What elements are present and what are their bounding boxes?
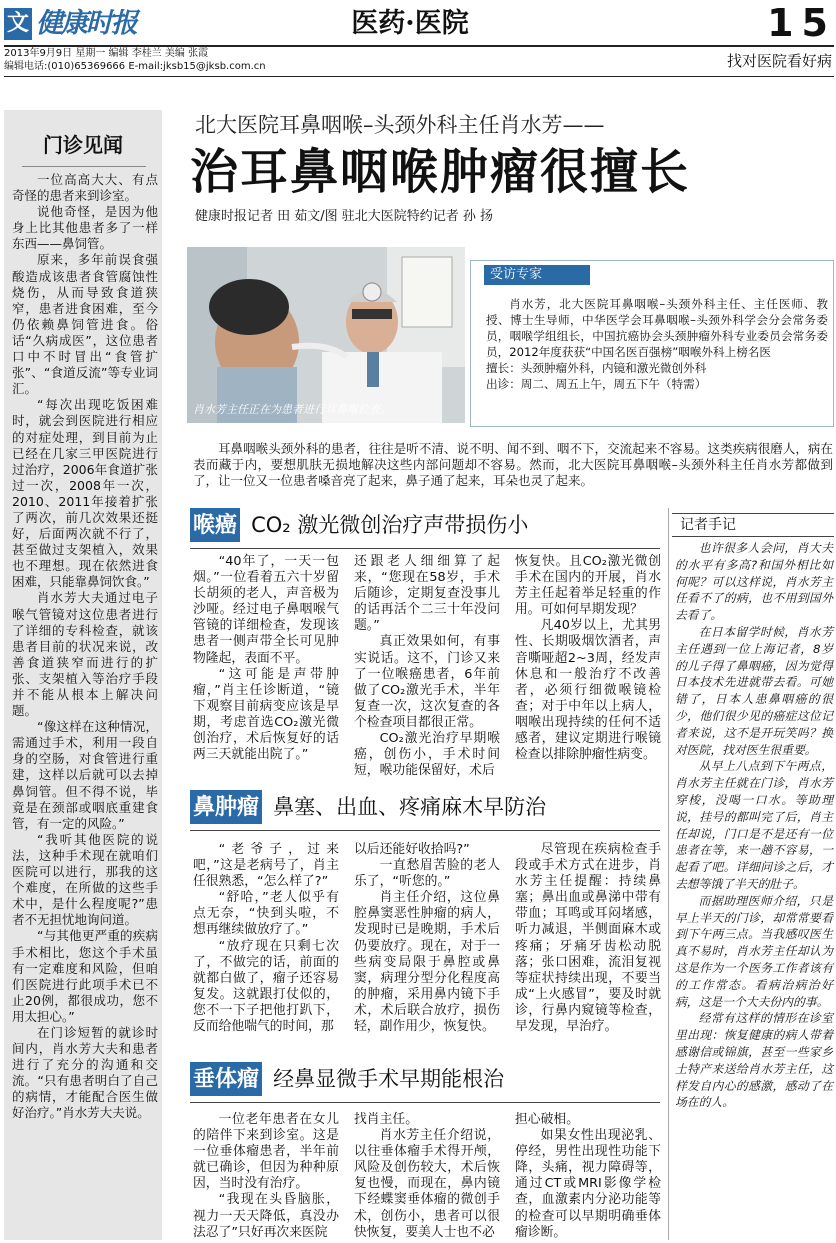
paragraph: CO₂激光治疗早期喉癌，创伤小，手术时间短，喉功能保留好，术后 (354, 731, 500, 779)
sidebar-title: 门诊见闻 (43, 133, 123, 157)
paragraph: 真正效果如何，有事实说话。这不，门诊又来了一位喉癌患者，6年前做了CO₂激光手术，半年复查一次，这次复查的各个检查项目都很正常。 (354, 634, 500, 730)
paragraph: “老爷子，过来吧，”这是老病号了，肖主任很熟悉，“怎么样了?” (193, 842, 339, 890)
paragraph: 凡40岁以上，尤其男性、长期吸烟饮酒者，声音嘶哑超2~3周，经发声休息和一般治疗不改善者，必须行细微喉镜检查；对于中年以上病人，咽喉出现持续的任何不适感者，建议定期进行喉镜检查以排除肿瘤性病变。 (515, 618, 661, 763)
notes-paragraph: 也许很多人会问，肖大夫的水平有多高?和国外相比如何呢？可以这样说，肖水芳主任看不了的病，也不用到国外去看了。 (675, 541, 833, 623)
photo-caption: 肖水芳主任正在为患者进行耳鼻喉检查。 (193, 403, 391, 416)
section-column (193, 842, 339, 1035)
page-slogan: 找对医院看好病 (726, 52, 832, 70)
notes-header (672, 513, 834, 537)
section-rule (190, 1102, 660, 1103)
section-column (354, 554, 500, 779)
issue-info: 2013年9月9日 星期一 编辑 李桂兰 美编 张霞 (4, 48, 209, 59)
paragraph: 一直愁眉苦脸的老人乐了，“听您的。” (354, 858, 500, 890)
paragraph: 担心破相。 (515, 1112, 579, 1127)
sidebar-column (4, 110, 162, 1240)
sidebar-story (12, 172, 158, 1122)
sidebar-paragraph: 一位高高大大、有点奇怪的患者来到诊室。 (12, 172, 158, 204)
section-column (354, 1112, 500, 1241)
paragraph: “我现在头昏脑胀，视力一天天降低，真没办法忍了”只好再次来医院 (193, 1192, 339, 1240)
paragraph: “放疗现在只剩七次了，不做完的话，前面的就都白做了，瘤子还容易复发。这就跟打仗似的，您不一下子把他打趴下，反而给他喘气的时间，那 (193, 938, 339, 1035)
section-heading-throat (190, 508, 660, 546)
column-divider (668, 508, 669, 1240)
section-column (193, 1112, 339, 1241)
expert-specialty: 擅长：头颈肿瘤外科，内镜和激光微创外科 (486, 361, 707, 375)
section-rule (190, 830, 660, 831)
header-rule (4, 45, 834, 47)
paragraph: 一位老年患者在女儿的陪伴下来到诊室。这是一位垂体瘤患者，半年前就已确诊，但因为种种原因，当时没有治疗。 (193, 1112, 339, 1192)
expert-tag: 受访专家 (484, 265, 590, 285)
paragraph: 肖水芳主任介绍说，以往垂体瘤手术得开颅，风险及创伤较大，术后恢复也慢，而现在，鼻内镜下经蝶窦垂体瘤的微创手术，创伤小，患者可以很快恢复，要美人士也不必 (354, 1128, 500, 1240)
paragraph: 以后还能好收拾吗?” (354, 842, 470, 857)
sidebar-paragraph: “与其他更严重的疾病手术相比，您这个手术虽有一定难度和风险，但咱们医院进行此项手术已不止20例，都很成功，您不用太担心。” (12, 928, 158, 1024)
sidebar-paragraph: “我听其他医院的说法，这种手术现在就咱们医院可以进行，那我的这个难度，在所做的这些手术中，是什么程度呢?”患者不无担忧地询问道。 (12, 831, 158, 928)
contact-info: 编辑电话:(010)65369666 E-mail:jksb15@jksb.com.cn (4, 61, 266, 72)
paragraph: 肖主任介绍，这位鼻腔鼻窦恶性肿瘤的病人，发现时已是晚期，手术后仍要放疗。现在，对于一些病变局限于鼻腔或鼻窦，病理分型分化程度高的肿瘤，采用鼻内镜下手术，术后联合放疗，损伤轻，副作用少，恢复快。 (354, 890, 500, 1035)
paragraph: “舒哈，”老人似乎有点无奈，“快到头啦，不想再继续做放疗了。” (193, 890, 339, 938)
article-photo (187, 247, 465, 423)
masthead (4, 4, 144, 44)
sidebar-paragraph: “像这样在这种情况，需通过手术，利用一段自身的空肠，对食管进行重建，这样以后就可以去掉鼻饲管。但不得不说，毕竟是在颈部或咽底重建食管，有一定的风险。” (12, 719, 158, 831)
section-column (515, 842, 661, 1035)
paragraph: “40年了，一天一包烟。”一位看着五六十岁留长胡须的老人，声音极为沙哑。经过电子鼻咽喉气管镜的详细检查，发现该患者一侧声带全长可见肿物隆起，表面不平。 (193, 554, 339, 666)
section-title-text: CO₂ 激光微创治疗声带损伤小 (251, 513, 529, 537)
article-kicker: 北大医院耳鼻咽喉–头颈外科主任肖水芳—— (195, 113, 605, 137)
photo-illustration (187, 247, 465, 423)
sidebar-paragraph: 原来，多年前误食强酸造成该患者食管腐蚀性烧伤，从而导致食道狭窄，患者进食困难，至今仍依赖鼻饲管进食。俗话“久病成医”，这位患者口中不时冒出“食管扩张”、“食道反流”等专业词汇。 (12, 252, 158, 397)
sidebar-paragraph: 在门诊短暂的就诊时间内，肖水芳大夫和患者进行了充分的沟通和交流。“只有患者明白了自己的病情，才能配合医生做好治疗。”肖水芳大夫说。 (12, 1024, 158, 1121)
header-rule-lower (4, 76, 834, 77)
notes-paragraph: 经常有这样的情形在诊室里出现：恢复健康的病人带着感谢信或锦旗，甚至一些家乡土特产来送给肖水芳主任，这样发自内心的感激，感动了在场在的人。 (675, 1011, 833, 1110)
section-title-text: 鼻塞、出血、疼痛麻木早防治 (273, 795, 547, 819)
sidebar-paragraph: 肖水芳大夫通过电子喉气管镜对这位患者进行了详细的专科检查，就该患者目前的状况来说，改善食道狭窄而进行的扩张、支架植入等治疗手段并不能从根本上解决问题。 (12, 590, 158, 719)
section-rule (190, 548, 660, 549)
paragraph: 如果女性出现泌乳、停经，男性出现性功能下降，头痛，视力障碍等，通过CT或MRI影像学检查，血激素内分泌功能等的检查可以早期明确垂体瘤诊断。 (515, 1128, 661, 1240)
section-title: 医药·医院 (351, 8, 469, 39)
section-tag: 喉癌 (190, 508, 240, 542)
notes-paragraph: 从早上八点到下午两点，肖水芳主任就在门诊，肖水芳穿梭，没喝一口水。等助理说，挂号的都叫完了后，肖主任却说，门口是不是还有一位患者在等，来一趟不容易，一起看了吧。详细问诊之后，才去想等饿了半天的肚子。 (675, 759, 833, 891)
section-column (193, 554, 339, 763)
sidebar-paragraph: “每次出现吃饭困难时，就会到医院进行相应的对症处理，到目前为止已经在几家三甲医院进行过治疗，2006年食道扩张过一次，2008年一次，2010、2011年接着扩张了两次，前几次效果还挺好，后面两次就不行了，甚至做过支架植入，效果也不理想。现在依然进食困难，只能靠鼻饲饮食。” (12, 397, 158, 590)
section-column (515, 1112, 661, 1241)
newspaper-logo: 健康时报 (36, 8, 136, 39)
expert-bio-text: 肖水芳，北大医院耳鼻咽喉–头颈外科主任、主任医师、教授、博士生导师，中华医学会耳鼻咽喉–头颈外科学会分会常务委员，咽喉学组组长，中国抗癌协会头颈肿瘤外科专业委员会常务委员，2012年度获获“中国名医百强榜”咽喉外科上榜名医 (486, 297, 828, 359)
expert-bio (486, 296, 828, 392)
section-tag: 垂体瘤 (190, 1062, 262, 1096)
notes-paragraph: 在日本留学时候，肖水芳主任遇到一位上海记者，8岁的儿子得了鼻咽癌，因为觉得日本技术先进就带去看。可她错了，日本人患鼻咽癌的很少，他们很少见的癌症这位记者来说，这不是开玩笑吗？换对医院，找对医生很重要。 (675, 624, 833, 757)
notes-paragraph: 而据助理医师介绍，只是早上半天的门诊，却常常要看到下午两三点。当我感叹医生真不易时，肖水芳主任却认为这是作为一个医务工作者该有的工作常态。看病治病治好病，这是一个大夫份内的事。 (675, 893, 833, 1009)
section-tag: 鼻肿瘤 (190, 790, 262, 824)
article-byline: 健康时报记者 田 茹文/图 驻北大医院特约记者 孙 扬 (195, 209, 494, 224)
section-heading-pituitary (190, 1062, 660, 1100)
section-title-text: 经鼻显微手术早期能根治 (273, 1067, 505, 1091)
sidebar-rule (22, 166, 146, 167)
paragraph: 尽管现在疾病检查手段或手术方式在进步，肖水芳主任提醒：持续鼻塞；鼻出血或鼻涕中带有带血；耳鸣或耳闷堵感，听力减退，半侧面麻木或疼痛；牙痛牙齿松动脱落；张口困难，流泪复视等症状持续出现，不要当成“上火感冒”，要及时就诊，行鼻内窥镜等检查，早发现，早治疗。 (515, 842, 661, 1035)
section-heading-nose (190, 790, 660, 828)
notes-title: 记者手记 (680, 517, 736, 533)
paragraph: 找肖主任。 (354, 1112, 418, 1127)
article-lead: 耳鼻咽喉头颈外科的患者，往往是听不清、说不明、闻不到、咽不下，交流起来不容易。这类疾病很磨人，病在表而藏于内，要想肌肤无损地解决这些内部问题却不容易。然而，北大医院耳鼻咽喉–头颈外科主任肖水芳都做到了，让一位又一位患者嗓音亮了起来，鼻子通了起来，耳朵也灵了起来。 (193, 441, 833, 488)
paragraph: 恢复快。且CO₂激光微创手术在国内的开展，肖水芳主任起着举足轻重的作用。可如何早期发现？ (515, 554, 661, 618)
reporter-notes (675, 540, 833, 1111)
logo-icon: 文 (4, 8, 32, 40)
article-headline: 治耳鼻咽喉肿瘤很擅长 (190, 144, 691, 200)
sidebar-paragraph: 说他奇怪，是因为他身上比其他患者多了一样东西——鼻饲管。 (12, 204, 158, 252)
paragraph: “这可能是声带肿瘤，”肖主任诊断道，“镜下观察目前病变应该是早期，考虑首选CO₂激光微创治疗，术后恢复好的话两三天就能出院了。” (193, 666, 339, 763)
paragraph: 还跟老人细细算了起来，“您现在58岁，手术后随诊，定期复查没事儿的话再活个二三十年没问题。” (354, 554, 500, 634)
expert-clinic-hours: 出诊：周二、周五上午，周五下午（特需） (486, 377, 707, 391)
page-number: 15 (767, 1, 836, 45)
section-column (515, 554, 661, 763)
section-column (354, 842, 500, 1035)
